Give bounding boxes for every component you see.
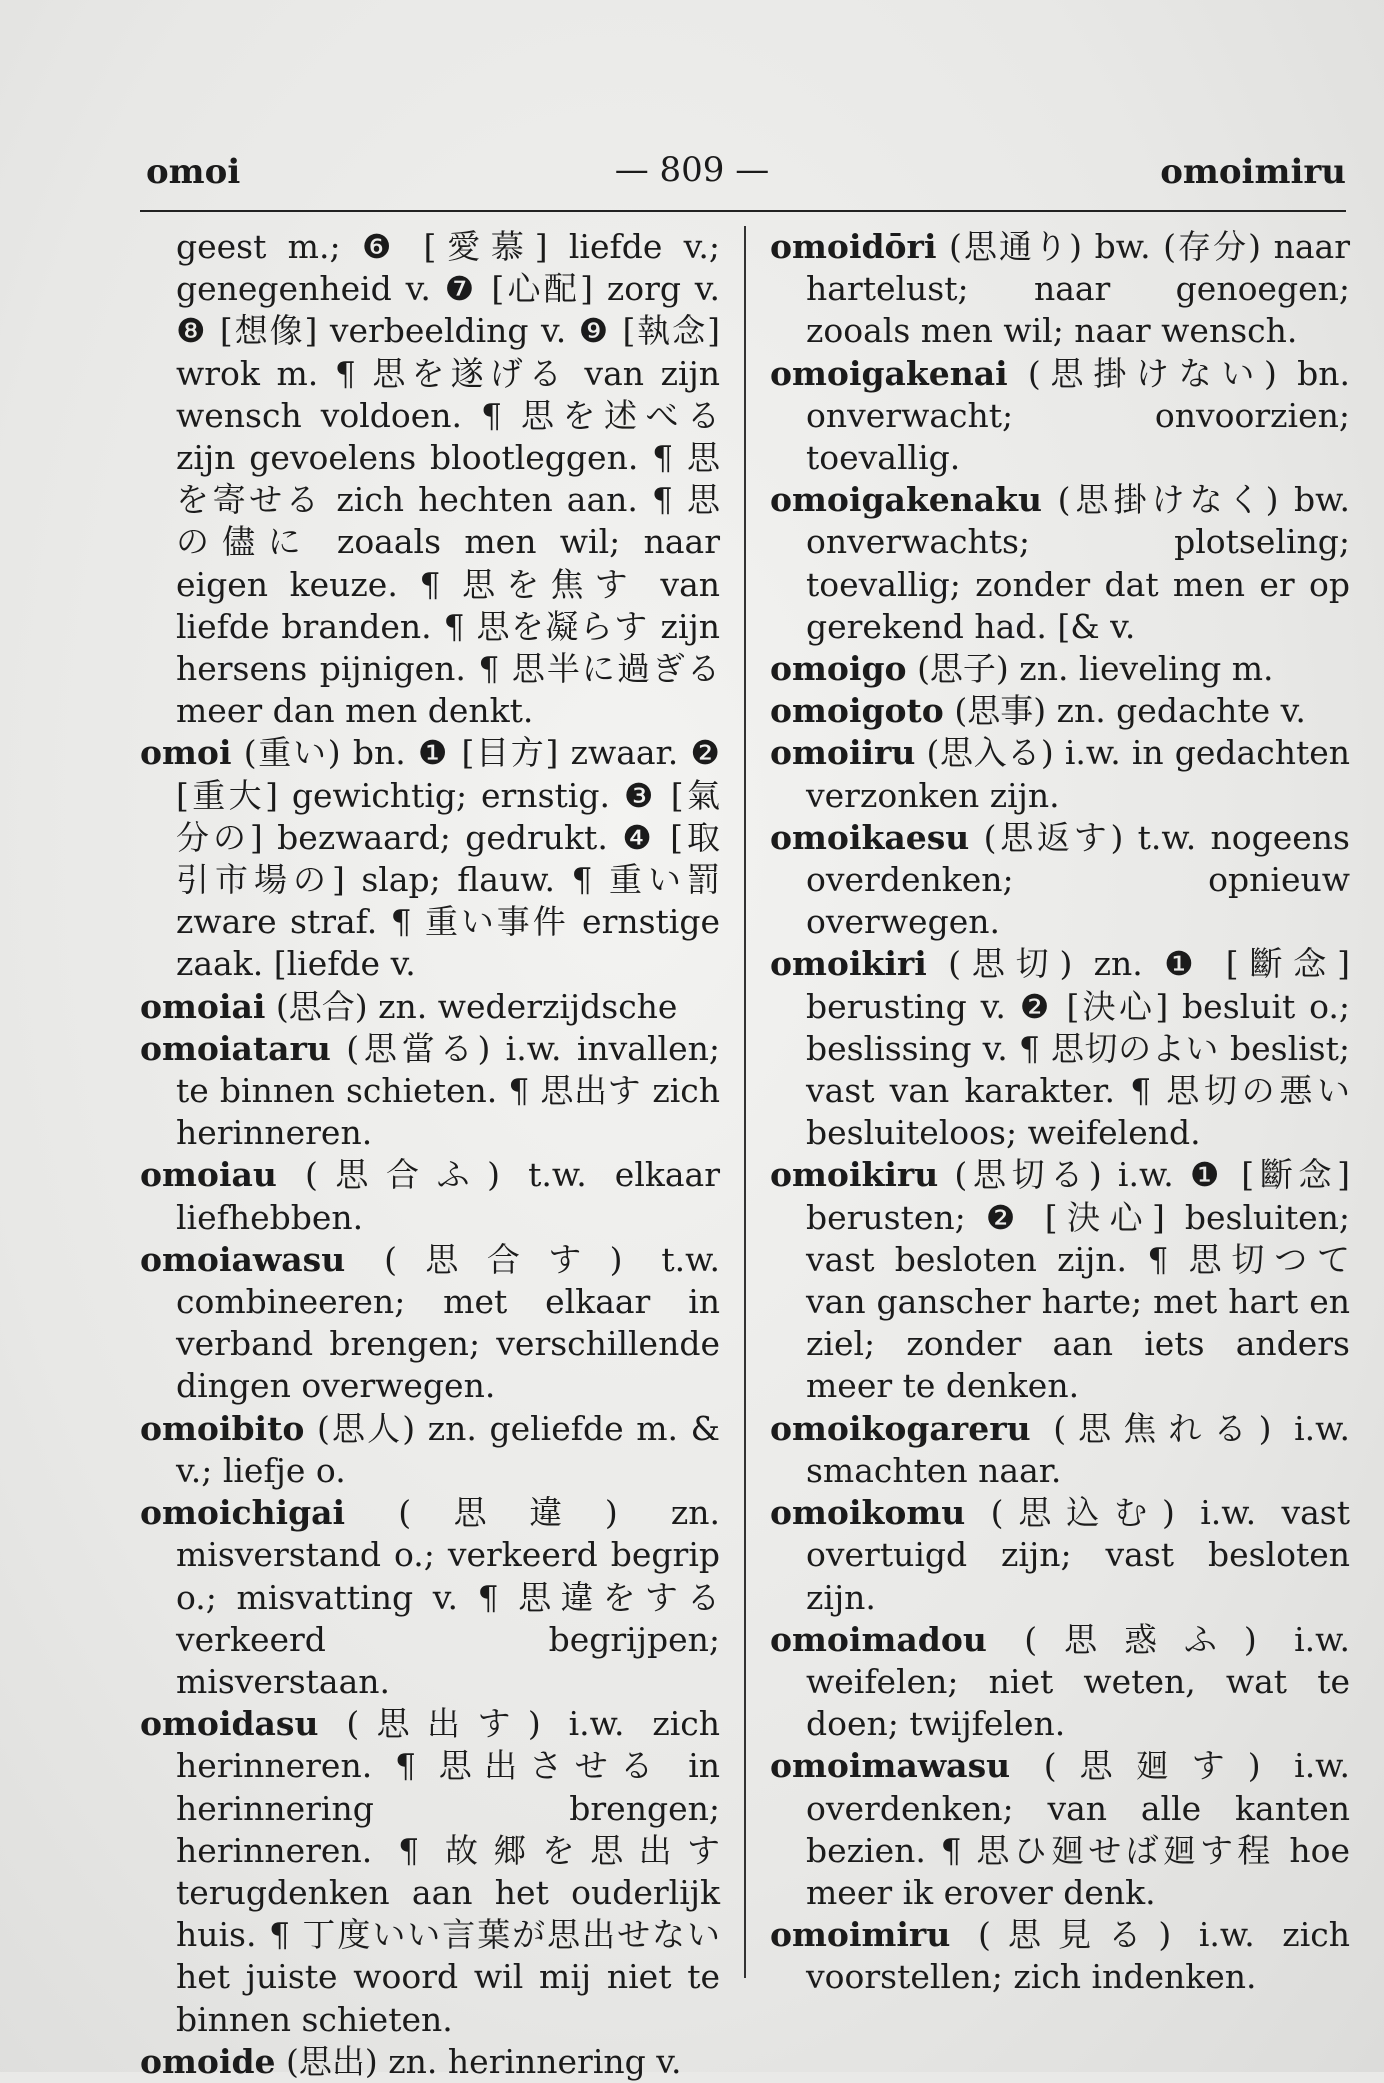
entry [770, 943, 1350, 1154]
entry-body: (思廻す) i.w. overdenken; van alle kanten bezien. ¶ 思ひ廻せば廻す程 hoe meer ik erover denk. [806, 1746, 1350, 1912]
entry [140, 1408, 720, 1492]
entry-body: (思切) zn. ❶ [斷念] berusting v. ❷ [決心] besluit o.; beslissing v. ¶ 思切のよい beslist; vast van karakter. ¶ 思切の悪い besluiteloos; weifelend. [806, 944, 1350, 1153]
entry-body: (思切る) i.w. ❶ [斷念] berusten; ❷ [決心] besluiten; vast besloten zijn. ¶ 思切つて van ganscher harte; met hart en ziel; zonder aan iets anders meer te denken. [806, 1155, 1350, 1406]
headword: omoimawasu [770, 1746, 1011, 1786]
entry-body: (重い) bn. ❶ [目方] zwaar. ❷ [重大] gewichtig; ernstig. ❸ [氣分の] bezwaard; gedrukt. ❹ [取引市場の] slap; flauw. ¶ 重い罰 zware straf. ¶ 重い事件 ernstige zaak. [liefde v. [176, 733, 720, 984]
headword: omoikomu [770, 1493, 966, 1533]
headword: omoigakenaku [770, 480, 1043, 520]
entry [140, 2041, 720, 2083]
entry-body: (思子) zn. lieveling m. [917, 649, 1274, 689]
entry-body: (思合ふ) t.w. elkaar liefhebben. [176, 1155, 720, 1237]
entry-body: (思入る) i.w. in gedachten verzonken zijn. [806, 733, 1350, 815]
headword: omoi [140, 733, 232, 773]
column-divider [744, 226, 746, 1978]
running-head-left: omoi [146, 152, 241, 192]
entry [770, 817, 1350, 944]
headword: omoiawasu [140, 1239, 346, 1279]
entry-body: (思出) zn. herinnering v. [286, 2041, 682, 2081]
entry [770, 1492, 1350, 1619]
entry [770, 1154, 1350, 1407]
entry [140, 1703, 720, 2041]
header-rule [140, 210, 1346, 212]
entry [770, 226, 1350, 353]
entry-body: (思出す) i.w. zich herinneren. ¶ 思出させる in herinnering brengen; herinneren. ¶ 故郷を思出す terugdenken aan het ouderlijk huis. ¶ 丁度いい言葉が思出せない het juiste woord wil mij niet te binnen schieten. [176, 1704, 720, 2039]
entry-body: (思當る) i.w. invallen; te binnen schieten. ¶ 思出す zich herinneren. [176, 1028, 720, 1153]
entry-body: geest m.; ❻ [愛慕] liefde v.; genegenheid v. ❼ [心配] zorg v. ❽ [想像] verbeelding v. ❾ [執念] wrok m. ¶ 思を遂げる van zijn wensch voldoen. ¶ 思を述べる zijn gevoelens blootleggen. ¶ 思を寄せる zich hechten aan. ¶ 思の儘に zoaals men wil; naar eigen keuze. ¶ 思を焦す van liefde branden. ¶ 思を凝らす zijn hersens pijnigen. ¶ 思半に過ぎる meer dan men denkt. [176, 227, 720, 731]
entry-continuation [140, 226, 720, 732]
entry [770, 690, 1350, 732]
entry-body: (思焦れる) i.w. smachten naar. [806, 1408, 1350, 1490]
headword: omoibito [140, 1408, 305, 1448]
entry [770, 353, 1350, 480]
headword: omoikaesu [770, 817, 970, 857]
headword: omoikogareru [770, 1408, 1031, 1448]
entry-body: (思惑ふ) i.w. weifelen; niet weten, wat te doen; twijfelen. [806, 1619, 1350, 1744]
entry-body: (思人) zn. geliefde m. & v.; liefje o. [176, 1408, 720, 1490]
entry-body: (思掛けない) bn. onverwacht; onvoorzien; toevallig. [806, 353, 1350, 478]
headword: omoimadou [770, 1619, 987, 1659]
headword: omoidōri [770, 227, 937, 266]
entry-body: (思見る) i.w. zich voorstellen; zich indenken. [806, 1915, 1350, 1997]
entry [770, 1914, 1350, 1998]
headword: omoiai [140, 986, 266, 1026]
headword: omoigakenai [770, 353, 1008, 393]
entry-body: (思通り) bw. (存分) naar hartelust; naar genoegen; zooals men wil; naar wensch. [806, 227, 1350, 351]
entry [140, 1492, 720, 1703]
headword: omoichigai [140, 1493, 346, 1533]
entry [770, 648, 1350, 690]
headword: omoidasu [140, 1704, 319, 1744]
entry [140, 732, 720, 985]
headword: omoigo [770, 649, 907, 689]
entry-body: (思込む) i.w. vast overtuigd zijn; vast besloten zijn. [806, 1493, 1350, 1617]
right-column [770, 226, 1350, 1999]
entry-body: (思合) zn. wederzijdsche [275, 986, 678, 1026]
entry-body: (思合す) t.w. combineeren; met elkaar in verband brengen; verschillende dingen overwegen. [176, 1239, 720, 1406]
page-number: — 809 — [614, 150, 770, 190]
entry [140, 1028, 720, 1155]
entry-body: (思掛けなく) bw. onverwachts; plotseling; toevallig; zonder dat men er op gerekend had. [& v. [806, 480, 1350, 646]
entry [770, 732, 1350, 816]
entry [770, 1745, 1350, 1914]
entry [770, 1408, 1350, 1492]
entry-body: (思違) zn. misverstand o.; verkeerd begrip o.; misvatting v. ¶ 思違をする verkeerd begrijpen; misverstaan. [176, 1493, 720, 1701]
entry [140, 1239, 720, 1408]
headword: omoikiri [770, 944, 927, 984]
headword: omoiataru [140, 1028, 331, 1068]
entry [140, 986, 720, 1028]
entry [770, 1619, 1350, 1746]
headword: omoide [140, 2041, 276, 2081]
headword: omoigoto [770, 691, 944, 731]
headword: omoikiru [770, 1155, 939, 1195]
headword: omoiau [140, 1155, 277, 1195]
entry [140, 1154, 720, 1238]
headword: omoiiru [770, 733, 916, 773]
entry-body: (思事) zn. gedachte v. [954, 691, 1306, 731]
running-head-right: omoimiru [1160, 152, 1346, 192]
entry-body: (思返す) t.w. nogeens overdenken; opnieuw overwegen. [806, 817, 1350, 942]
left-column [140, 226, 720, 2083]
entry [770, 479, 1350, 648]
headword: omoimiru [770, 1915, 951, 1955]
